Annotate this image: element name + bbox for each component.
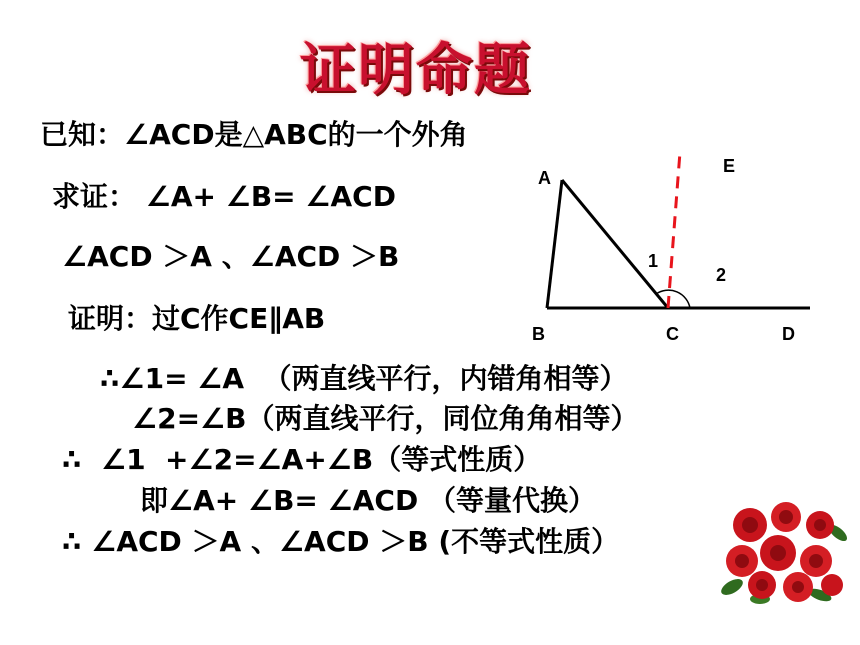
page-title: 证明命题 xyxy=(300,38,532,103)
label-d: D xyxy=(782,324,795,344)
given-statement: 已知：∠ACD是△ABC的一个外角 xyxy=(40,118,468,151)
to-prove-statement: 求证： ∠A+ ∠B= ∠ACD xyxy=(52,180,396,213)
proof-step-1: ∴∠1= ∠A （两直线平行，内错角相等） xyxy=(100,362,628,395)
side-ac xyxy=(562,180,668,308)
proof-conclusion: ∴ ∠ACD ＞A 、∠ACD ＞B (不等式性质） xyxy=(62,525,620,558)
label-e: E xyxy=(723,156,736,176)
proof-step-3: ∴ ∠1 +∠2=∠A+∠B（等式性质） xyxy=(62,443,542,476)
proof-construction: 证明：过C作CE∥AB xyxy=(68,302,326,335)
line-ce-dashed xyxy=(668,152,680,308)
rose-bouquet-image xyxy=(720,495,850,605)
triangle-diagram xyxy=(520,148,820,348)
label-angle-2: 2 xyxy=(716,265,727,285)
label-a: A xyxy=(538,168,551,188)
to-prove-inequality: ∠ACD ＞A 、∠ACD ＞B xyxy=(62,240,400,273)
side-ab xyxy=(547,180,562,308)
proof-step-4: 即∠A+ ∠B= ∠ACD （等量代换） xyxy=(140,484,596,517)
proof-step-2: ∠2=∠B（两直线平行，同位角角相等） xyxy=(132,402,639,435)
roses xyxy=(726,502,843,602)
label-b: B xyxy=(532,324,545,344)
label-c: C xyxy=(666,324,679,344)
label-angle-1: 1 xyxy=(648,251,659,271)
